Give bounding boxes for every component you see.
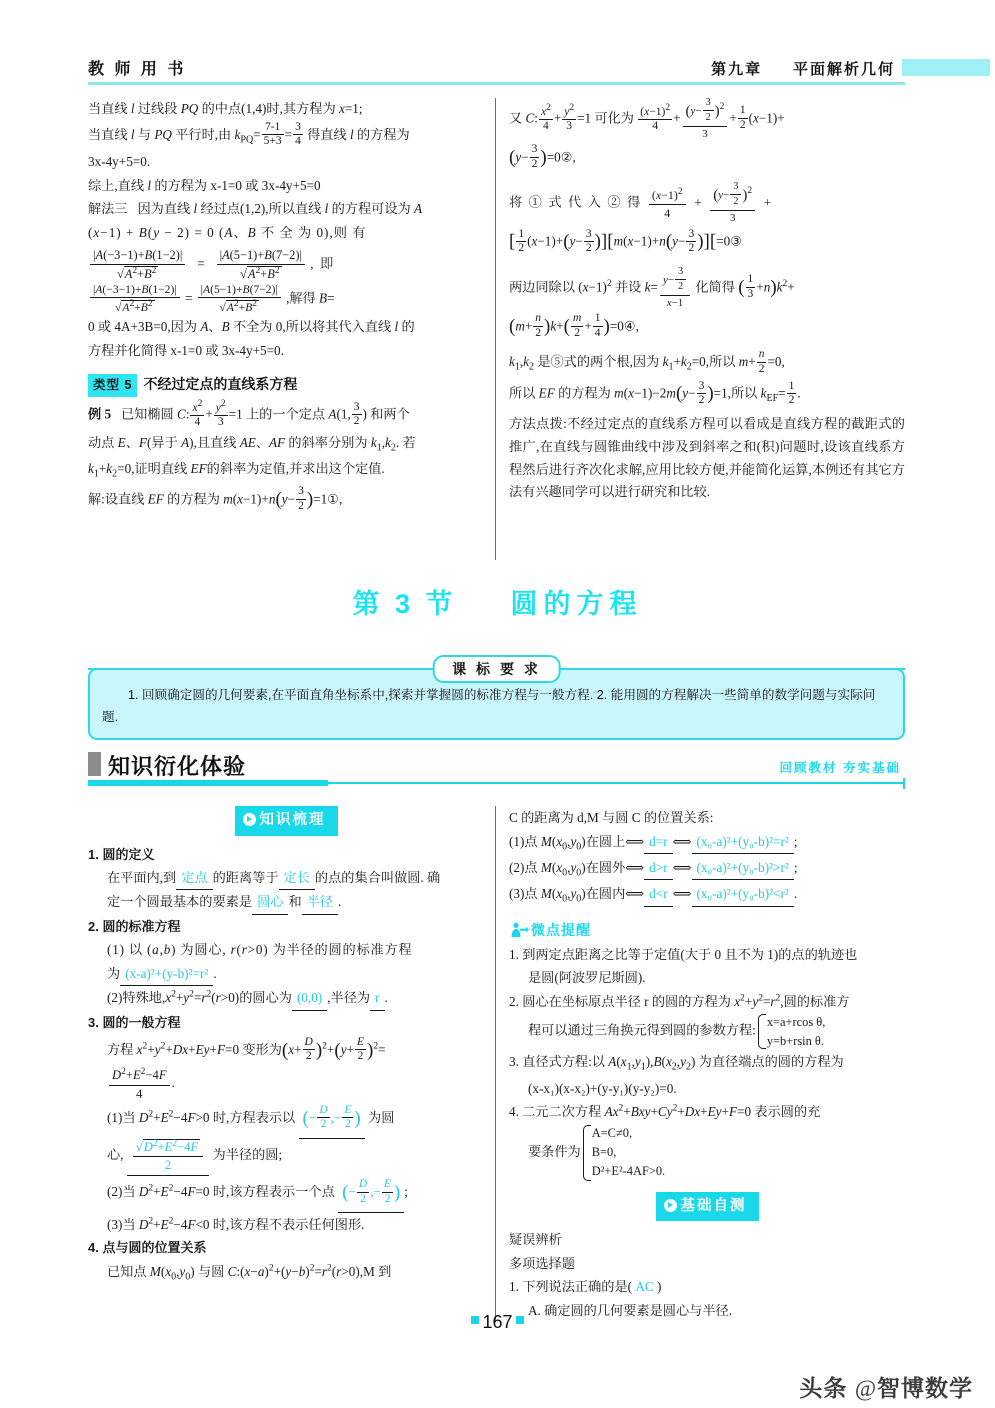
t: . — [793, 886, 798, 902]
t: ,解得 — [286, 289, 316, 305]
eq2-line1: 又 C: $\frac{x^2}{4}$ + $\frac{y^2}{3}$ =1 可化为 $\frac{(x-1)^2}{4}$ + (y− $\frac{3}{2}$ )2 3 + $\frac{1}{2}$ (x−1)+ — [509, 97, 785, 140]
page-number-square-right — [516, 1316, 524, 1324]
type5-title: 不经过定点的直线系方程 — [143, 375, 298, 392]
t: 和 — [288, 894, 302, 910]
t: ),且直线 — [189, 435, 237, 451]
k2-answer-3: r — [370, 986, 384, 1011]
k1-line1 — [88, 866, 484, 891]
requirement-tab: 课 标 要 求 — [432, 655, 561, 683]
k3-line2: $\frac{D^2+E^2-4F}{4}$ . — [88, 1067, 484, 1101]
t: 1. 下列说法正确的是( — [509, 1279, 633, 1295]
t: 的斜率为定值,并求出这个定值. — [206, 460, 385, 476]
t: 为半径的圆的标准方程 — [272, 942, 413, 958]
ef-line: 所以 EF 的方程为 m(x−1)−2m(y− $\frac{3}{2}$ )=1,所以 $k_{EF}=$ $\frac{1}{2}$ . — [509, 379, 801, 407]
t: (2)特殊地, — [107, 990, 166, 1006]
roots-line: $k_1,k_2$ 是⑤式的两个根,因为 $k_1+k_2=0$,所以 m+ $\frac{n}{2}$ =0, — [509, 348, 785, 375]
parametric-line-2: y=b+rsin θ. — [766, 1033, 824, 1048]
t: (1)当 — [107, 1109, 136, 1125]
section-name: 圆的方程 — [510, 589, 643, 619]
play-triangle-icon — [243, 813, 256, 826]
header-chapter-number: 第九章 — [711, 61, 763, 78]
k3-answer-1: (− $\frac{D}{2}$ ,− $\frac{E}{2}$ ) — [299, 1102, 365, 1139]
t: . — [338, 894, 342, 910]
t: ⟺ — [672, 886, 692, 902]
t: 动点 — [88, 435, 115, 451]
method-tip-label: 方法点拨: — [509, 416, 567, 432]
k1-answer-2: 定长 — [279, 866, 315, 891]
t: ,所以 — [705, 354, 736, 370]
t: . — [213, 965, 217, 981]
t: 变形为 — [242, 1041, 282, 1057]
t: ,圆的标准方 — [780, 993, 850, 1009]
requirement-text: 1. 回顾确定圆的几何要素,在平面直角坐标系中,探索并掌握圆的标准方程与一般方程. 2. 能用圆的方程解决一些简单的数学问题与实际问题. — [102, 688, 876, 725]
t: ,M 到 — [359, 1263, 392, 1279]
example5-line1: 例 5 已知椭圆 C: $\frac{x^2}{4}$ + $\frac{y^2}{3}$ =1 上的一个定点 A(1, $\frac{3}{2}$ ) 和两个 — [88, 399, 410, 429]
selftest-q1-answer: AC — [635, 1279, 654, 1295]
weidian-1b: 是圆(阿波罗尼斯圆). — [528, 970, 646, 986]
header-left-label: 教 师 用 书 — [88, 61, 187, 78]
banner-square-icon — [88, 752, 101, 776]
person-pointing-icon — [509, 921, 529, 937]
section-title — [0, 582, 995, 621]
t: 在圆外⟺ — [585, 859, 645, 875]
t: 时,方程表示以 — [212, 1109, 296, 1125]
knowledge-pill-wrap — [88, 806, 484, 836]
selftest-q1 — [509, 1275, 905, 1299]
banner-bar-thick — [88, 780, 328, 786]
example5-line3: $k_1+k_2=0$,证明直线 EF的斜率为定值,并求出这个定值. — [88, 460, 385, 480]
weidian-heading — [509, 918, 905, 943]
method-tip — [509, 413, 905, 504]
solution-tail-1: 0 或 4A+3B=0,因为 A、B 不全为 0,所以将其代入直线 l 的 — [88, 319, 415, 335]
section-label: 第 3 节 — [352, 589, 457, 619]
parametric-system — [756, 1013, 825, 1050]
condition-system — [581, 1124, 665, 1182]
play-triangle-icon — [664, 1199, 677, 1212]
solution-method-3: 解法三 因为直线 l 经过点(1,2),所以直线 l 的方程可设为 A — [88, 201, 423, 217]
t: ⟺ — [672, 833, 692, 849]
header-chapter-title: 平面解析几何 — [792, 61, 895, 78]
kr-pos-3: (3)点 $M(x_0,y_0)$在圆内⟺ d<r ⟺ (x₀-a)²+(y₀-b)²<r² . — [509, 882, 905, 908]
t: 表示圆的充 — [754, 1104, 821, 1120]
t: 的方程为 — [356, 126, 410, 142]
t: ; — [793, 859, 798, 875]
t: 可化为 — [594, 110, 634, 126]
k3-case1: (1)当 $D^2+E^2-4F>0$ 时,方程表示以 (− $\frac{D}{2}$ ,− $\frac{E}{2}$ ) 为圆 — [88, 1102, 484, 1139]
kr-top-line: C 的距离为 d,M 与圆 C 的位置关系: — [509, 810, 714, 825]
t: , — [781, 354, 785, 370]
header-chapter — [711, 58, 895, 79]
t: 的中点(1,4)时,其方程为 — [201, 101, 336, 116]
condition-line-1: A=C≠0, — [591, 1125, 633, 1140]
type5-heading — [88, 372, 484, 398]
t: 得直线 — [307, 126, 347, 142]
kr-answer-d-3: d<r — [644, 882, 672, 907]
k3-case2: (2)当 $D^2+E^2-4F=0$ 时,该方程表示一个点 (− $\frac{D}{2}$ ,− $\frac{E}{2}$ ) ; — [88, 1176, 484, 1213]
t: 4. 二元二次方程 — [509, 1104, 602, 1120]
page-number-square-left — [471, 1316, 479, 1324]
t: ,半径为 — [327, 990, 371, 1006]
k1-answer-3: 圆心 — [252, 890, 288, 915]
t: 和两个 — [370, 406, 410, 422]
eq2-line2: (y− $\frac{3}{2}$ )=0②, — [509, 143, 576, 170]
t: 为圆 — [368, 1109, 395, 1125]
t: 的距离等于 — [212, 869, 279, 885]
example5-line2: 动点 E、F(异于 A),且直线 AE、AF 的斜率分别为 $k_1,k_2$. 若 — [88, 435, 416, 454]
t: 当直线 — [88, 101, 128, 116]
t: 是⑤式的两个根,因为 — [537, 354, 660, 370]
t: 为 — [107, 965, 121, 981]
k2-line3: (2)特殊地$,x^2+y^2=r^2(r>0)$的圆心为 (0,0) ,半径为 r . — [88, 986, 484, 1011]
knowledge-banner — [88, 752, 905, 794]
t: 因为直线 — [137, 201, 191, 217]
t: 时,该方程表示一个点 — [212, 1184, 335, 1200]
t: 两边同除以 — [509, 279, 575, 295]
t: 平行时,由 — [175, 126, 232, 142]
eq3-line1: 将 ① 式 代 入 ② 得 $\frac{(x-1)^2}{4}$ + (y− $\frac{3}{2}$ )2 3 + — [509, 181, 772, 225]
t: (2)点 — [509, 859, 538, 875]
t: 并设 — [614, 279, 642, 295]
t: 已知点 — [107, 1263, 147, 1279]
eq4-line1: 两边同除以 $(x-1)^2$ 并设 k= y− $\frac{3}{2}$ x−1 化简得 ( $\frac{1}{3}$ $+n)k^2+$ — [509, 265, 795, 309]
t: 的圆心为 — [239, 990, 292, 1006]
watermark — [799, 1370, 973, 1403]
top-right-column — [509, 98, 905, 505]
weidian-3b: (x-x₁)(x-x₂)+(y-y₁)(y-y₂)=0. — [528, 1080, 677, 1096]
solution-line-3: 3x-4y+5=0. — [88, 153, 151, 169]
type5-badge: 类型 5 — [88, 374, 137, 398]
requirement-rule-right — [615, 668, 905, 670]
t: ) — [657, 1279, 662, 1295]
weidian-2b — [509, 1013, 905, 1050]
t: (3)点 — [509, 886, 538, 902]
top-left-column — [88, 98, 484, 517]
knowledge-column-divider — [495, 806, 496, 1322]
k3-heading: 3. 圆的一般方程 — [88, 1014, 181, 1030]
t: 的方程为 — [167, 491, 220, 507]
t: 为半径的圆; — [212, 1146, 283, 1162]
banner-subtitle: 回顾教材 夯实基础 — [779, 761, 901, 775]
knowledge-columns — [88, 806, 905, 1336]
t: 3. 直径式方程:以 — [509, 1054, 605, 1070]
t: (1)点 — [509, 833, 538, 849]
kr-answer-eq-1: (x₀-a)²+(y₀-b)²=r² — [692, 830, 794, 855]
t: ; — [793, 833, 798, 849]
t: 将 ① 式 代 入 ② 得 — [509, 194, 642, 210]
kr-answer-d-2: d>r — [644, 856, 672, 881]
t: 在圆内⟺ — [585, 886, 645, 902]
k1-answer-1: 定点 — [176, 866, 212, 891]
knowledge-pill-label: 知识梳理 — [259, 812, 326, 828]
t: 的方程为 x-1=0 或 3x-4y+5=0 — [154, 177, 321, 193]
t: 不 全 为 0),则 有 — [261, 224, 367, 240]
knowledge-outline-pill — [235, 806, 338, 836]
t: ⟺ — [672, 859, 692, 875]
kr-answer-eq-2: (x₀-a)²+(y₀-b)²>r² — [692, 856, 794, 881]
t: 心, — [107, 1146, 124, 1162]
t: 的方程可设为 — [331, 201, 411, 217]
solution-line-1: 当直线 l 过线段 PQ 的中点(1,4)时,其方程为 x=1; — [88, 101, 363, 116]
t: 不全为 0,所以将其代入直线 — [232, 319, 392, 335]
t: 为直径端点的圆的方程为 — [698, 1054, 844, 1070]
solution-line-4: 综上,直线 l 的方程为 x-1=0 或 3x-4y+5=0 — [88, 177, 321, 193]
t: =0②, — [546, 149, 576, 165]
selftest-pill — [656, 1192, 759, 1222]
k3-case1b — [88, 1139, 484, 1176]
t: (2)当 — [107, 1184, 136, 1200]
method-tip-text: 不经过定点的直线系方程可以看成是直线方程的截距式的推广,在直线与圆锥曲线中涉及到斜率之和(积)问题时,设该直线系方程然后进行齐次化求解,应用比较方便,并能简化运算,本例还有其它方法有兴趣同学可以进行研究和比较. — [509, 416, 905, 500]
parametric-line-1: x=a+rcos θ, — [766, 1015, 826, 1030]
t: 定一个圆最基本的要素是 — [107, 894, 253, 910]
banner-bar-thin — [328, 782, 905, 784]
solution-method-3-cont: (x−1) + B(y − 2) = 0 (A、B 不 全 为 0),则 有 — [88, 224, 367, 240]
header-rule — [88, 82, 905, 85]
selftest-sub-1: 疑误辨析 — [509, 1232, 562, 1248]
k4-heading: 4. 点与圆的位置关系 — [88, 1240, 207, 1256]
t: 综上,直线 — [88, 177, 145, 193]
t: ,所以 — [727, 385, 758, 401]
t: =0③ — [716, 233, 743, 249]
selftest-sub-2: 多项选择题 — [509, 1255, 575, 1271]
weidian-4b — [509, 1124, 905, 1182]
k2-line1: (1) 以 (a,b) 为圆心, r(r>0) 为半径的圆的标准方程 — [107, 942, 413, 958]
t: 过线段 — [137, 101, 178, 116]
method-label: 解法三 — [88, 201, 128, 217]
k1-line2 — [88, 890, 484, 915]
page-header — [0, 56, 995, 90]
condition-line-3: D²+E²-4AF>0. — [591, 1164, 666, 1179]
t: 的方程为 — [558, 385, 611, 401]
example5-solution: 解:设直线 EF 的方程为 m(x−1)+n(y− $\frac{3}{2}$ )=1①, — [88, 484, 343, 512]
t: 的斜率分别为 — [288, 435, 368, 451]
k3-answer-3: (− $\frac{D}{2}$ ,− $\frac{E}{2}$ ) — [338, 1176, 404, 1213]
knowledge-left-column — [88, 806, 484, 1286]
t: 经过点(1,2),所以直线 — [200, 201, 322, 217]
t: 的 — [401, 319, 415, 335]
t: 又 — [509, 110, 523, 126]
t: 要条件为 — [528, 1143, 581, 1159]
t: 时,该方程不表示任何图形. — [212, 1216, 365, 1232]
kr-pos-1: (1)点 $M(x_0,y_0)$在圆上⟺ d=r ⟺ (x₀-a)²+(y₀-b)²=r² ; — [509, 830, 905, 856]
kr-pos-2: (2)点 $M(x_0,y_0)$在圆外⟺ d>r ⟺ (x₀-a)²+(y₀-b)²>r² ; — [509, 856, 905, 882]
k1-answer-4: 半径 — [302, 890, 338, 915]
solution-tail-2: 方程并化简得 x-1=0 或 3x-4y+5=0. — [88, 342, 284, 358]
weidian-label: 微点提醒 — [531, 921, 591, 938]
eq4-line2: (m+ $\frac{n}{2}$ )k+( $\frac{m}{2}$ + $\frac{1}{4}$ )=0④, — [509, 311, 639, 339]
t: . — [384, 990, 388, 1006]
t: =0④, — [609, 318, 639, 334]
t: 与 — [137, 126, 152, 142]
k2-answer-2: (0,0) — [292, 986, 327, 1011]
t: 所以 — [509, 385, 536, 401]
watermark-name: 智博数学 — [877, 1375, 973, 1401]
solution-line-2: 当直线 l 与 PQ 平行时,由 $k_{PQ}=$ $\frac{7-1}{5+3}$ = $\frac{3}{4}$ 得直线 l 的方程为 — [88, 120, 410, 148]
top-columns — [88, 98, 905, 563]
t: 为圆心, — [180, 942, 227, 958]
t: 在平面内,到 — [107, 869, 177, 885]
eq3-line2: [ $\frac{1}{2}$ (x−1)+(y− $\frac{3}{2}$ )][m(x−1)+n(y− $\frac{3}{2}$ )][=0③ — [509, 227, 743, 255]
t: ; — [404, 1184, 408, 1200]
k3-line1: 方程 $x^2+y^2+Dx+Ey+F=0$ 变形为(x+ $\frac{D}{2}$ )$^2$+(y+ $\frac{E}{2}$ )$^2$= — [107, 1035, 386, 1063]
k2-answer-1: (x-a)²+(y-b)²=r² — [120, 962, 213, 987]
watermark-at: @ — [854, 1376, 877, 1401]
k1-heading: 1. 圆的定义 — [88, 846, 155, 862]
condition-line-2: B=0, — [591, 1145, 617, 1160]
selftest-q1-optionA: A. 确定圆的几何要素是圆心与半径. — [528, 1302, 733, 1318]
t: 2. 圆心在坐标原点半径 r 的圆的方程为 — [509, 993, 731, 1009]
t: . 若 — [395, 435, 416, 451]
page-number — [0, 1312, 995, 1333]
k3-answer-2: $\frac{√D^2+E^2-4F}{2}$ — [127, 1139, 209, 1176]
requirement-rule-left — [88, 668, 378, 670]
t: 当直线 — [88, 126, 128, 142]
kr-answer-eq-3: (x₀-a)²+(y₀-b)²<r² — [692, 882, 794, 907]
t: 上的一个定点 — [245, 406, 326, 422]
example5-label: 例 5 — [88, 406, 112, 422]
t: (1) 以 — [107, 942, 143, 958]
t: 方程 — [107, 1041, 134, 1057]
banner-end-tick — [903, 778, 905, 789]
t: (3)当 — [107, 1216, 136, 1232]
knowledge-right-column — [509, 806, 905, 1322]
k2-heading: 2. 圆的标准方程 — [88, 918, 181, 934]
k2-line2 — [88, 962, 484, 987]
t: 程可以通过三角换元得到圆的参数方程: — [528, 1022, 756, 1038]
t: 已知椭圆 — [120, 406, 174, 422]
selftest-pill-wrap — [509, 1192, 905, 1222]
t: 化简得 — [695, 279, 735, 295]
column-divider — [495, 98, 496, 560]
t: 与圆 — [197, 1263, 225, 1279]
banner-title: 知识衍化体验 — [108, 754, 247, 779]
t: 即 — [320, 255, 334, 271]
selftest-pill-label: 基础自测 — [680, 1197, 747, 1214]
equation-abs-1: $\frac{|A(-3-1)+B(1-2)|}{√A^2+B^2}$ = $\frac{|A(5-1)+B(7-2)|}{√A^2+B^2}$ , 即 — [88, 248, 484, 282]
t: 在圆上⟺ — [585, 833, 645, 849]
header-chip — [902, 59, 990, 76]
t: 解:设直线 — [88, 491, 145, 507]
weidian-section — [509, 918, 905, 1182]
equation-abs-2: $\frac{|A(-3-1)+B(1-2)|}{√A^2+B^2}$ = $\frac{|A(5-1)+B(7-2)|}{√A^2+B^2}$ ,解得 B= — [88, 283, 484, 316]
weidian-1a: 1. 到两定点距离之比等于定值(大于 0 且不为 1)的点的轨迹也 — [509, 946, 858, 962]
weidian-2a: 2. 圆心在坐标原点半径 r 的圆的方程为 $x^2+y^2=r^2$,圆的标准方 — [509, 993, 850, 1009]
watermark-prefix: 头条 — [799, 1375, 848, 1401]
t: (异于 — [146, 435, 178, 451]
weidian-4a: 4. 二元二次方程 $Ax^2+Bxy+Cy^2+Dx+Ey+F=0$ 表示圆的充 — [509, 1103, 821, 1120]
k3-case3: (3)当 $D^2+E^2-4F<0$ 时,该方程不表示任何图形. — [107, 1216, 365, 1232]
k4-line1: 已知点 $M(x_0,y_0)$ 与圆 $C:(x-a)^2+(y-b)^2=r^2(r>0),M$ 到 — [107, 1263, 392, 1283]
t: 0 或 4A+3B=0,因为 — [88, 319, 198, 335]
page-number-value: 167 — [482, 1312, 513, 1332]
kr-answer-d-1: d=r — [644, 830, 672, 855]
weidian-3a: 3. 直径式方程:以 $A(x_1,y_1),B(x_2,y_2)$ 为直径端点的圆的方程为 — [509, 1054, 844, 1074]
t: ,证明直线 — [131, 460, 188, 476]
t: 的点的集合叫做圆. 确 — [314, 869, 441, 885]
